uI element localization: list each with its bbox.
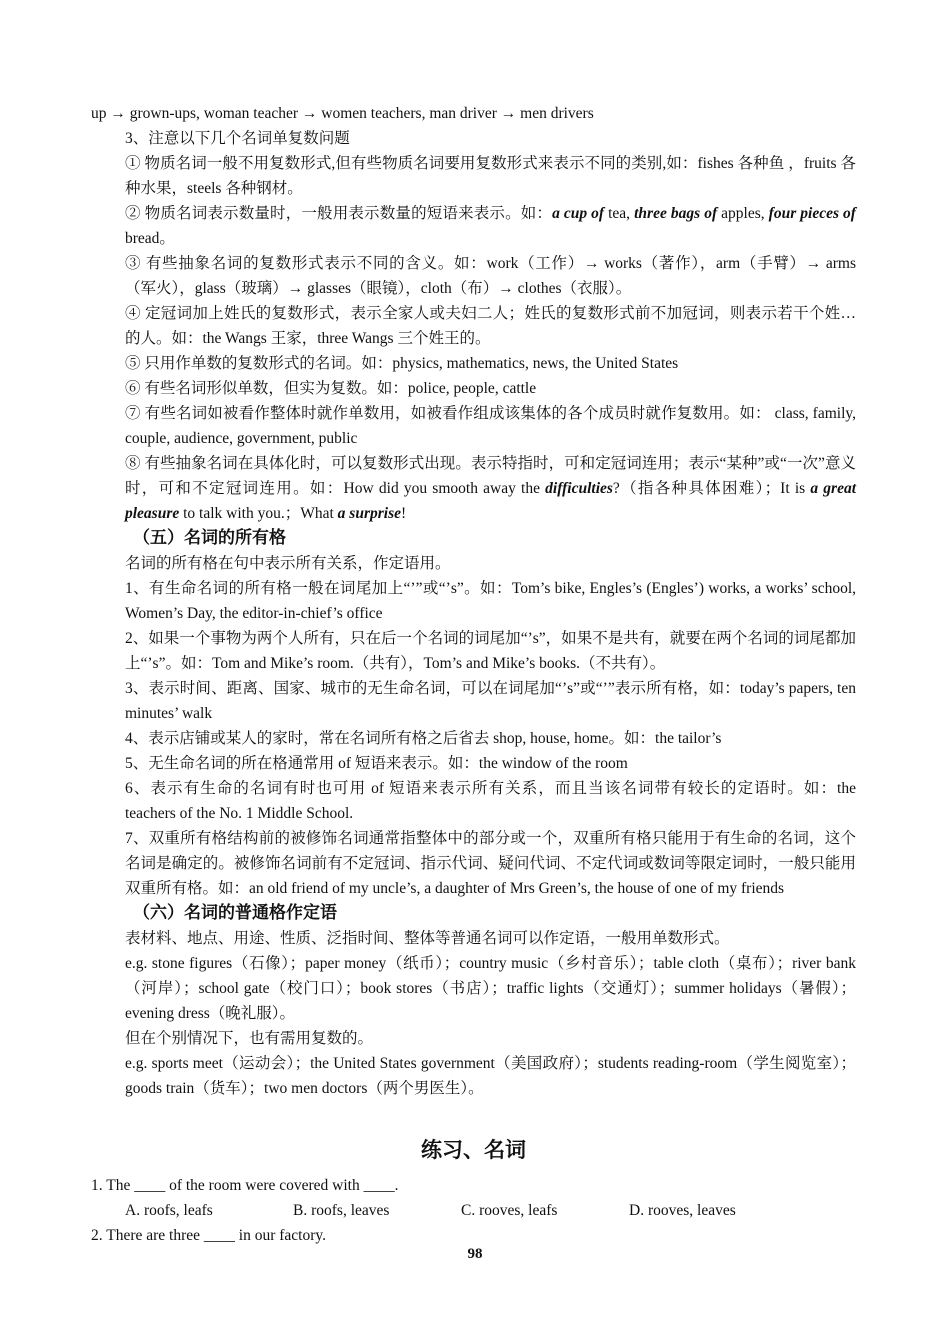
paragraph: ② 物质名词表示数量时，一般用表示数量的短语来表示。如：a cup of tea, three bags of apples, four pieces of bread。 — [125, 205, 856, 247]
answer-options — [91, 1198, 856, 1223]
paragraph: 1、有生命名词的所有格一般在词尾加上“’”或“’s”。如：Tom’s bike, Engles’s (Engles’) works, a works’ school, Women’s Day, the editor-in-chief’s office — [125, 580, 856, 622]
paragraph: 2、如果一个事物为两个人所有，只在后一个名词的词尾加“’s”，如果不是共有，就要在两个名词的词尾都加上“’s”。如：Tom and Mike’s room.（共有），Tom’s and Mike’s books.（不共有）。 — [125, 630, 856, 672]
paragraph: ⑧ 有些抽象名词在具体化时，可以复数形式出现。表示特指时，可和定冠词连用；表示“某种”或“一次”意义时，可和不定冠词连用。如：How did you smooth away the difficulties?（指各种具体困难）；It is a great pleasure to talk with you.；What a surprise! — [125, 455, 857, 522]
question: 2. There are three ____ in our factory. — [91, 1227, 326, 1244]
exercise-title: 练习、名词 — [421, 1138, 526, 1162]
document-body — [91, 101, 856, 1248]
paragraph: 6、表示有生命的名词有时也可用 of 短语来表示所有关系，而且当该名词带有较长的定语时。如：the teachers of the No. 1 Middle School. — [125, 780, 856, 822]
text-line: 3、注意以下几个名词单复数问题 — [125, 130, 350, 147]
paragraph: e.g. stone figures（石像）；paper money（纸币）；country music（乡村音乐）；table cloth（桌布）；river bank（河岸）；school gate（校门口）；book stores（书店）；traffic lights（交通灯）；summer holidays（暑假）；evening dress（晚礼服）。 — [125, 955, 856, 1022]
option-b: B. roofs, leaves — [293, 1202, 390, 1219]
section-heading: （六）名词的普通格作定语 — [133, 903, 337, 923]
paragraph: ① 物质名词一般不用复数形式,但有些物质名词要用复数形式来表示不同的类别,如：fishes 各种鱼 ，fruits 各种水果，steels 各种钢材。 — [125, 155, 856, 197]
text-line: 4、表示店铺或某人的家时，常在名词所有格之后省去 shop, house, home。如：the tailor’s — [125, 730, 722, 747]
option-a: A. roofs, leafs — [125, 1202, 213, 1219]
text-line: 但在个别情况下，也有需用复数的。 — [125, 1030, 374, 1047]
text-line: 名词的所有格在句中表示所有关系，作定语用。 — [125, 555, 451, 572]
text-line: ⑥ 有些名词形似单数，但实为复数。如：police, people, cattle — [125, 380, 537, 397]
paragraph: 7、双重所有格结构前的被修饰名词通常指整体中的部分或一个，双重所有格只能用于有生命的名词，这个名词是确定的。被修饰名词前有不定冠词、指示代词、疑问代词、不定代词或数词等限定词时，一般只能用双重所有格。如：an old friend of my uncle’s, a daughter of Mrs Green’s, the house of one of my friends — [125, 830, 856, 897]
text-line: 表材料、地点、用途、性质、泛指时间、整体等普通名词可以作定语，一般用单数形式。 — [125, 930, 730, 947]
section-heading: （五）名词的所有格 — [133, 528, 286, 548]
question: 1. The ____ of the room were covered with ____. — [91, 1177, 399, 1194]
paragraph: ⑦ 有些名词如被看作整体时就作单数用，如被看作组成该集体的各个成员时就作复数用。如： class, family, couple, audience, government, public — [125, 405, 856, 447]
option-d: D. rooves, leaves — [629, 1202, 736, 1219]
text-line: ⑤ 只用作单数的复数形式的名词。如：physics, mathematics, news, the United States — [125, 355, 679, 372]
paragraph: 3、表示时间、距离、国家、城市的无生命名词，可以在词尾加“’s”或“’”表示所有格，如：today’s papers, ten minutes’ walk — [125, 680, 856, 722]
text-line: 5、无生命名词的所在格通常用 of 短语来表示。如：the window of the room — [125, 755, 628, 772]
paragraph: ③ 有些抽象名词的复数形式表示不同的含义。如：work（工作）→ works（著作），arm（手臂）→ arms（军火），glass（玻璃）→ glasses（眼镜），cloth（布）→ clothes（衣服）。 — [125, 255, 856, 297]
page-number: 98 — [467, 1246, 483, 1262]
paragraph: e.g. sports meet（运动会）；the United States government（美国政府）；students reading-room（学生阅览室）；goods train（货车）；two men doctors（两个男医生）。 — [125, 1055, 856, 1097]
option-c: C. rooves, leafs — [461, 1202, 558, 1219]
text-line: up → grown-ups, woman teacher → women teachers, man driver → men drivers — [91, 105, 594, 122]
paragraph: ④ 定冠词加上姓氏的复数形式，表示全家人或夫妇二人；姓氏的复数形式前不加冠词，则表示若干个姓…的人。如：the Wangs 王家，three Wangs 三个姓王的。 — [125, 305, 856, 347]
